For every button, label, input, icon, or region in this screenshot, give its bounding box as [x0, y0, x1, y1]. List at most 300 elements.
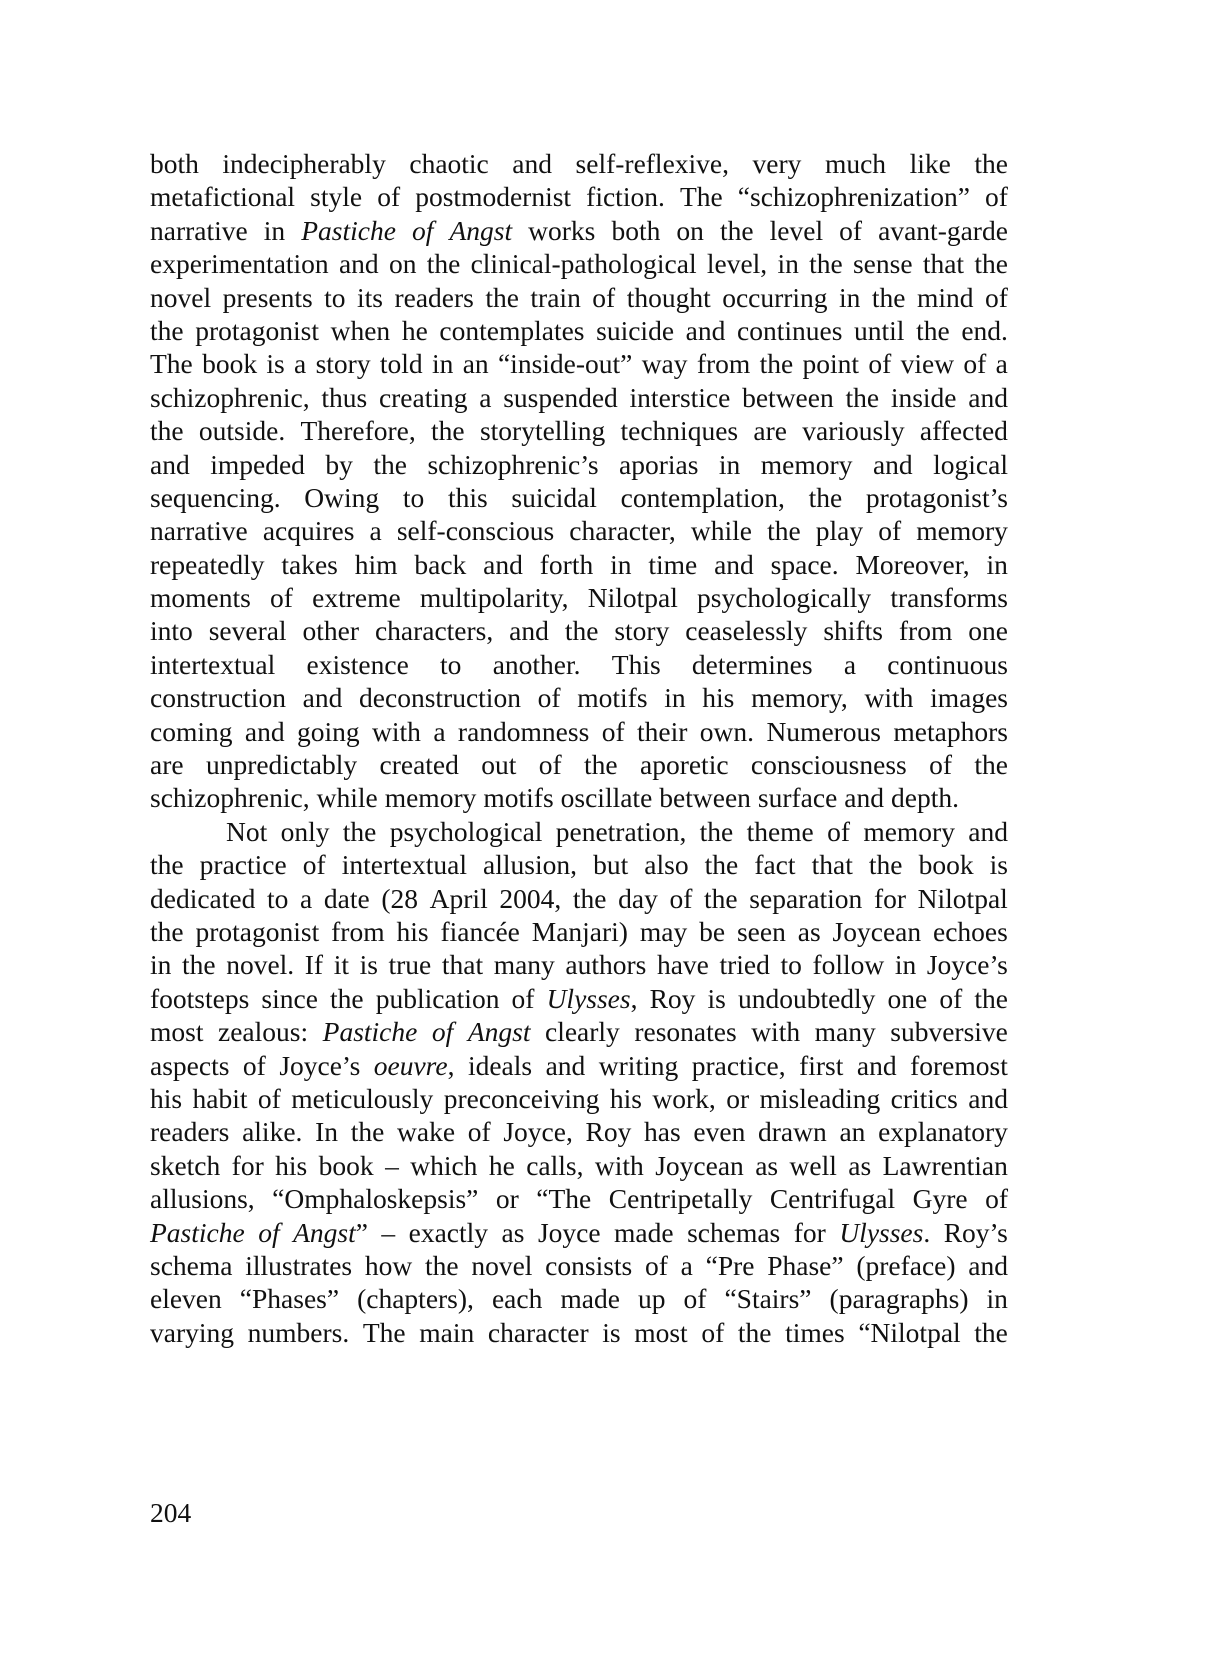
word: takes: [281, 548, 338, 580]
word: to: [267, 882, 289, 914]
word: sense: [852, 248, 913, 280]
word: the: [719, 214, 754, 246]
word: protagonist’s: [865, 481, 1008, 513]
word: his: [150, 1082, 183, 1114]
word: point: [802, 348, 860, 380]
word: of: [645, 1249, 668, 1281]
word: and: [968, 381, 1008, 413]
word: of: [868, 348, 892, 380]
word: book: [918, 849, 974, 881]
text-line: [150, 214, 1008, 247]
word: have: [656, 949, 709, 981]
word: aspects: [150, 1049, 230, 1081]
text-line: [150, 1149, 1008, 1182]
word: “Stairs”: [724, 1283, 812, 1315]
word: suspended: [503, 381, 618, 413]
word: the: [564, 615, 599, 647]
word: an: [462, 348, 489, 380]
word: even: [693, 1116, 746, 1148]
word: the: [808, 481, 843, 513]
word: Owing: [304, 481, 380, 513]
word: of: [985, 1183, 1008, 1215]
word: with: [864, 682, 914, 714]
word: “The: [536, 1183, 592, 1215]
word: Joycean: [832, 915, 922, 947]
word: memory: [760, 448, 853, 480]
word: and: [685, 314, 726, 346]
word: level: [769, 214, 824, 246]
word: in: [986, 548, 1008, 580]
word: Angst: [467, 1016, 531, 1048]
word: his: [702, 682, 735, 714]
word: and: [968, 815, 1008, 847]
word: as: [797, 915, 821, 947]
word: coming: [150, 715, 233, 747]
word: space.: [770, 548, 839, 580]
word: true: [388, 949, 432, 981]
word: the: [974, 148, 1008, 179]
word: is: [707, 982, 726, 1014]
word: thought: [626, 281, 711, 313]
word: novel: [471, 1249, 533, 1281]
word: Joyce: [537, 1216, 601, 1248]
word: clinical-pathological: [470, 248, 697, 280]
word: Roy: [649, 982, 696, 1014]
word: (preface): [856, 1249, 956, 1281]
word: “schizophrenization”: [737, 181, 970, 213]
text-line: [150, 948, 1008, 981]
word: the: [342, 815, 377, 847]
word: that: [441, 949, 484, 981]
word: penetration,: [555, 815, 687, 847]
word: its: [357, 281, 384, 313]
word: schizophrenic,: [150, 381, 310, 413]
word: extreme: [312, 582, 401, 614]
word: –: [385, 1149, 399, 1181]
word: Angst”: [293, 1216, 368, 1248]
word: both: [611, 214, 661, 246]
word: experimentation: [150, 248, 329, 280]
word: end.: [961, 314, 1008, 346]
word: main: [419, 1316, 475, 1348]
word: story: [315, 348, 371, 380]
word: tried: [719, 949, 770, 981]
word: of: [302, 849, 326, 881]
paragraph: [150, 147, 1008, 815]
word: of: [242, 1049, 266, 1081]
word: also: [644, 849, 689, 881]
word: habit: [192, 1082, 248, 1114]
word: the: [974, 982, 1008, 1014]
word: way: [641, 348, 688, 380]
word: of: [257, 1082, 281, 1114]
word: up: [637, 1283, 666, 1315]
word: ceaselessly: [685, 615, 808, 647]
word: explanatory: [878, 1116, 1008, 1148]
word: the: [181, 949, 216, 981]
word: but: [593, 849, 629, 881]
word: another.: [492, 648, 581, 680]
word: allusions,: [150, 1183, 255, 1215]
word: “Pre: [705, 1249, 755, 1281]
word: suicidal: [511, 481, 597, 513]
word: Moreover,: [855, 548, 970, 580]
text-line: [150, 481, 1008, 514]
word: on: [676, 214, 704, 246]
word: Numerous: [766, 715, 882, 747]
word: The: [150, 348, 193, 380]
word: variously: [802, 415, 905, 447]
word: to: [780, 949, 802, 981]
word: moments: [150, 582, 251, 614]
word: authors: [565, 949, 647, 981]
word: the: [704, 882, 738, 914]
word: memory: [384, 782, 477, 814]
word: to: [440, 648, 462, 680]
word: a: [479, 381, 492, 413]
word: Joyce,: [503, 1116, 573, 1148]
word: oeuvre,: [373, 1049, 455, 1081]
word: novel.: [226, 949, 295, 981]
word: made: [614, 1216, 674, 1248]
word: readers: [150, 1116, 230, 1148]
word: Nilotpal: [917, 882, 1008, 914]
word: from: [331, 915, 385, 947]
word: acquires: [262, 515, 355, 547]
word: of: [511, 982, 535, 1014]
word: determines: [691, 648, 813, 680]
text-line: [150, 414, 1008, 447]
word: a: [843, 648, 857, 680]
word: in: [263, 214, 286, 246]
word: undoubtedly: [737, 982, 876, 1014]
word: illustrates: [245, 1249, 353, 1281]
word: with: [372, 715, 421, 747]
word: suicide: [596, 314, 675, 346]
word: of: [412, 214, 434, 246]
word: schizophrenic,: [150, 782, 310, 814]
word: in: [718, 448, 741, 480]
word: If: [304, 949, 324, 981]
word: of: [985, 181, 1008, 213]
text-line: [150, 180, 1008, 213]
word: are: [150, 749, 184, 781]
word: in: [431, 348, 454, 380]
page-body: [150, 147, 1008, 1349]
word: shifts: [823, 615, 883, 647]
word: (chapters),: [357, 1283, 474, 1315]
word: the: [704, 849, 739, 881]
word: of: [601, 715, 625, 747]
word: as: [848, 1149, 872, 1181]
word: and: [244, 715, 285, 747]
word: train: [530, 281, 581, 313]
word: critics: [890, 1082, 958, 1114]
word: resonates: [634, 1016, 737, 1048]
word: repeatedly: [150, 548, 265, 580]
word: numbers.: [247, 1316, 350, 1348]
word: indecipherably: [222, 148, 386, 179]
word: of: [669, 882, 693, 914]
word: the: [572, 882, 607, 914]
word: day: [618, 882, 658, 914]
word: (28: [381, 882, 419, 914]
word: motifs: [483, 782, 554, 814]
word: is: [359, 949, 378, 981]
word: a: [433, 715, 446, 747]
word: the: [150, 314, 184, 346]
word: most: [634, 1316, 688, 1348]
word: forth: [539, 548, 594, 580]
word: while: [690, 515, 752, 547]
word: alike.: [242, 1116, 303, 1148]
word: his: [275, 1149, 308, 1181]
word: exactly: [408, 1216, 489, 1248]
text-line: [150, 581, 1008, 614]
word: the: [350, 1116, 385, 1148]
word: much: [824, 148, 887, 179]
text-line: [150, 548, 1008, 581]
word: a: [995, 348, 1008, 380]
word: fact: [754, 849, 796, 881]
word: storytelling: [479, 415, 606, 447]
word: in: [839, 281, 861, 313]
word: the: [485, 281, 519, 313]
word: sketch: [150, 1149, 221, 1181]
word: of: [537, 682, 561, 714]
word: be: [699, 915, 726, 947]
word: wake: [397, 1116, 456, 1148]
word: inside: [890, 381, 957, 413]
text-line: [150, 614, 1008, 647]
word: as: [755, 1149, 779, 1181]
word: Roy’s: [943, 1216, 1008, 1248]
word: him: [354, 548, 398, 580]
word: deconstruction: [359, 682, 521, 714]
word: theme: [746, 815, 814, 847]
word: date: [323, 882, 370, 914]
text-line: [150, 347, 1008, 380]
word: chaotic: [409, 148, 489, 179]
word: the: [767, 515, 801, 547]
word: Joyce’s: [926, 949, 1008, 981]
word: This: [611, 648, 661, 680]
word: 2004,: [499, 882, 562, 914]
text-line: [150, 1082, 1008, 1115]
text-line: [150, 381, 1008, 414]
word: randomness: [457, 715, 590, 747]
word: self-reflexive,: [575, 148, 729, 179]
word: book: [202, 348, 258, 380]
word: protagonist: [195, 314, 319, 346]
word: for: [793, 1216, 826, 1248]
word: of: [939, 982, 963, 1014]
word: going: [297, 715, 360, 747]
word: on: [388, 248, 417, 280]
word: of: [929, 749, 953, 781]
word: construction: [150, 682, 286, 714]
word: consists: [545, 1249, 633, 1281]
word: since: [261, 982, 318, 1014]
word: back: [414, 548, 467, 580]
word: work,: [652, 1082, 716, 1114]
word: and: [545, 1049, 586, 1081]
word: the: [868, 849, 903, 881]
word: aporetic: [639, 749, 729, 781]
word: that: [811, 849, 853, 881]
word: In: [315, 1116, 339, 1148]
word: “Nilotpal: [858, 1316, 961, 1348]
word: metafictional: [150, 181, 296, 213]
word: may: [639, 915, 688, 947]
word: fiancée: [440, 915, 520, 947]
word: The: [362, 1316, 406, 1348]
word: and: [150, 448, 190, 480]
word: by: [325, 448, 353, 480]
word: drawn: [758, 1116, 827, 1148]
word: like: [909, 148, 951, 179]
page-number: 204: [150, 1497, 192, 1528]
word: affected: [919, 415, 1008, 447]
word: protagonist: [195, 915, 320, 947]
word: intertextual: [341, 849, 467, 881]
word: many: [493, 949, 555, 981]
word: are: [753, 415, 787, 447]
word: Manjari): [531, 915, 628, 947]
word: works: [528, 214, 596, 246]
word: between: [742, 381, 834, 413]
word: psychologically: [697, 582, 872, 614]
word: time: [648, 548, 698, 580]
word: Pastiche: [322, 1016, 418, 1048]
word: readers: [394, 281, 474, 313]
word: schemas: [687, 1216, 781, 1248]
word: he: [401, 314, 428, 346]
word: the: [809, 248, 843, 280]
word: practice: [199, 849, 287, 881]
text-line: [150, 247, 1008, 280]
word: “inside-out”: [497, 348, 633, 380]
word: with: [751, 1016, 801, 1048]
text-line: [150, 1015, 1008, 1048]
text-line: [150, 748, 1008, 781]
word: well: [789, 1149, 837, 1181]
word: told: [379, 348, 423, 380]
word: and: [856, 1049, 897, 1081]
word: (paragraphs): [829, 1283, 969, 1315]
word: in: [150, 949, 172, 981]
word: style: [310, 181, 363, 213]
word: when: [330, 314, 391, 346]
word: characters,: [374, 615, 494, 647]
word: book: [318, 1149, 374, 1181]
text-line: [150, 815, 1008, 848]
word: level,: [706, 248, 768, 280]
word: and: [338, 248, 379, 280]
word: memory: [863, 815, 955, 847]
word: to: [402, 481, 425, 513]
word: play: [815, 515, 864, 547]
word: The: [679, 181, 723, 213]
word: how: [364, 1249, 413, 1281]
word: Ulysses.: [839, 1216, 931, 1248]
text-line: [150, 915, 1008, 948]
word: both: [150, 148, 199, 179]
word: and: [968, 1249, 1008, 1281]
word: made: [560, 1283, 620, 1315]
word: the: [431, 415, 465, 447]
word: footsteps: [150, 982, 250, 1014]
word: eleven: [150, 1283, 222, 1315]
word: April: [429, 882, 488, 914]
word: continuous: [887, 648, 1008, 680]
word: –: [381, 1216, 396, 1248]
word: between: [659, 782, 751, 814]
word: story: [614, 615, 670, 647]
word: allusion,: [483, 849, 577, 881]
text-line: [150, 1115, 1008, 1148]
word: Not: [226, 815, 268, 847]
word: of: [377, 181, 401, 213]
word: of: [431, 1016, 454, 1048]
word: the: [974, 1316, 1008, 1348]
word: clearly: [544, 1016, 620, 1048]
word: of: [984, 281, 1008, 313]
word: the: [845, 381, 880, 413]
word: of: [827, 815, 850, 847]
word: the: [916, 314, 950, 346]
word: of: [683, 1283, 707, 1315]
word: Centripetally: [608, 1183, 753, 1215]
word: each: [491, 1283, 543, 1315]
word: creating: [378, 381, 468, 413]
word: the: [974, 749, 1008, 781]
word: in: [664, 682, 686, 714]
word: subversive: [890, 1016, 1008, 1048]
word: other: [302, 615, 360, 647]
word: and: [509, 615, 549, 647]
text-line: [150, 1316, 1008, 1349]
word: character: [487, 1316, 589, 1348]
word: or: [495, 1183, 519, 1215]
word: of: [701, 1316, 725, 1348]
word: a: [300, 882, 313, 914]
word: his: [609, 1082, 642, 1114]
word: has: [644, 1116, 681, 1148]
word: from: [696, 348, 751, 380]
word: Gyre: [912, 1183, 968, 1215]
word: the: [150, 915, 184, 947]
word: seen: [736, 915, 786, 947]
word: of: [839, 214, 863, 246]
word: that: [922, 248, 965, 280]
word: and: [714, 548, 754, 580]
word: narrative: [150, 214, 248, 246]
word: the: [330, 982, 364, 1014]
word: thus: [321, 381, 368, 413]
word: contemplation,: [620, 481, 785, 513]
word: in: [610, 548, 632, 580]
text-line: [150, 1282, 1008, 1315]
word: memory: [916, 515, 1008, 547]
word: Phase”: [767, 1249, 844, 1281]
word: for: [873, 882, 907, 914]
text-line: [150, 715, 1008, 748]
word: Pastiche: [150, 1216, 245, 1248]
word: practice,: [691, 1049, 786, 1081]
word: very: [752, 148, 802, 179]
word: only: [280, 815, 330, 847]
